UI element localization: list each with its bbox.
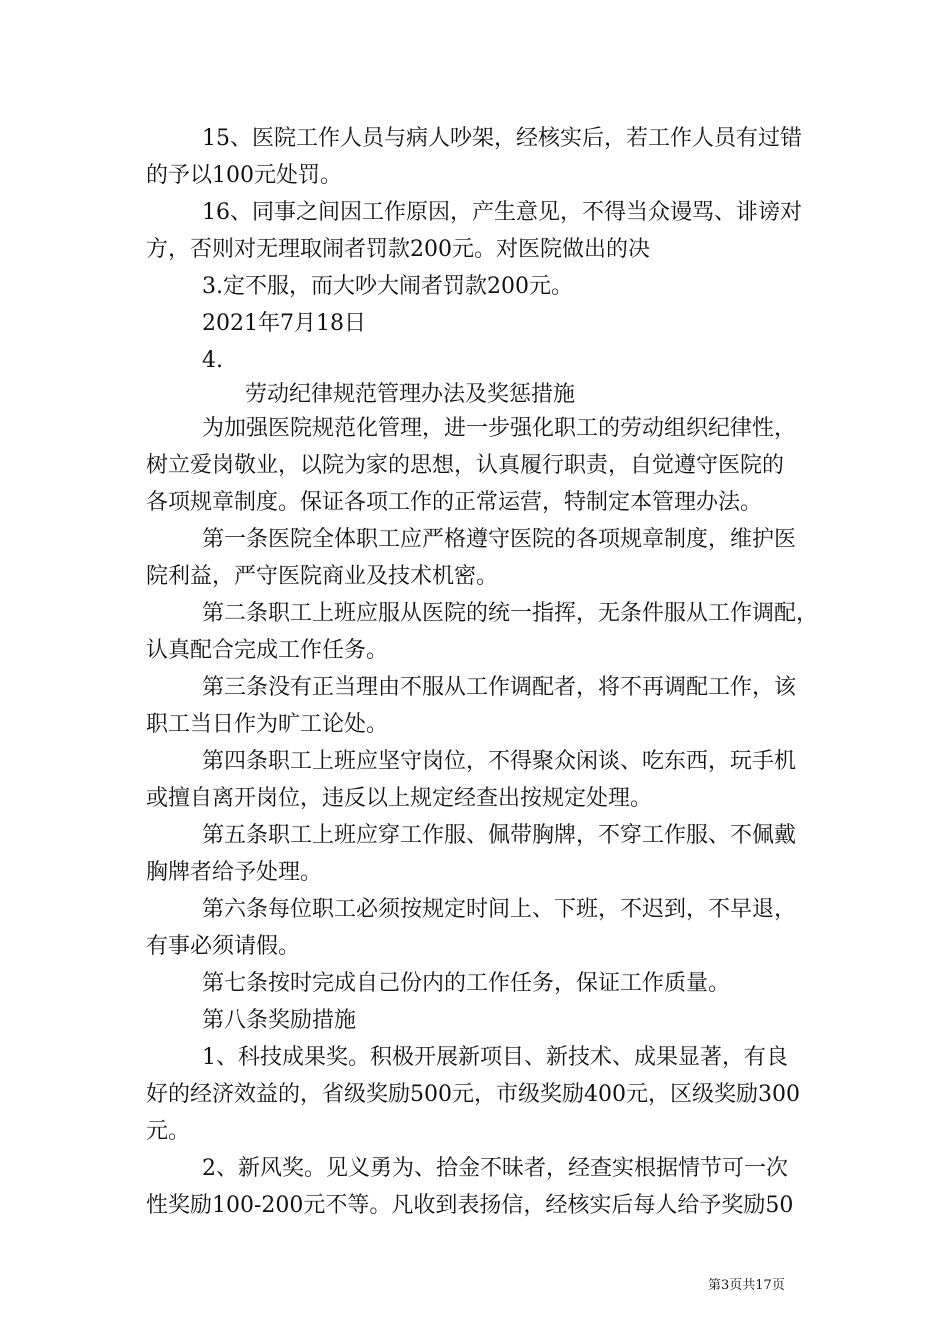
text-line: 职工当日作为旷工论处。 [146, 712, 389, 737]
text-line: 性奖励100-200元不等。凡收到表扬信，经核实后每人给予奖励50 [146, 1193, 794, 1218]
text-line: 或擅自离开岗位，违反以上规定经查出按规定处理。 [146, 786, 653, 811]
text-line: 各项规章制度。保证各项工作的正常运营，特制定本管理办法。 [146, 490, 763, 515]
text-line: 3.定不服，而大吵大闹者罚款200元。 [202, 274, 573, 299]
text-line: 2021年7月18日 [202, 311, 366, 336]
page-number: 第3页共17页 [708, 1278, 785, 1293]
text-line: 第二条职工上班应服从医院的统一指挥，无条件服从工作调配， [202, 601, 819, 626]
text-line: 15、医院工作人员与病人吵架，经核实后，若工作人员有过错 [202, 126, 802, 151]
text-line: 方，否则对无理取闹者罚款200元。对医院做出的决 [146, 237, 650, 262]
text-line: 胸牌者给予处理。 [146, 860, 323, 885]
text-line: 第八条奖励措施 [202, 1008, 357, 1033]
text-line: 认真配合完成工作任务。 [146, 638, 389, 663]
text-line: 第五条职工上班应穿工作服、佩带胸牌，不穿工作服、不佩戴 [202, 823, 797, 848]
text-line: 第四条职工上班应坚守岗位，不得聚众闲谈、吃东西，玩手机 [202, 749, 797, 774]
section-title: 劳动纪律规范管理办法及奖惩措施 [245, 382, 576, 407]
text-line: 第三条没有正当理由不服从工作调配者，将不再调配工作，该 [202, 675, 797, 700]
text-line: 元。 [146, 1119, 191, 1144]
text-line: 第七条按时完成自己份内的工作任务，保证工作质量。 [202, 971, 731, 996]
text-line: 4. [202, 348, 223, 373]
text-line: 的予以100元处罚。 [146, 163, 342, 188]
text-line: 1、科技成果奖。积极开展新项目、新技术、成果显著，有良 [202, 1045, 788, 1070]
text-line: 好的经济效益的，省级奖励500元，市级奖励400元，区级奖励300 [146, 1082, 800, 1107]
text-line: 第一条医院全体职工应严格遵守医院的各项规章制度，维护医 [202, 527, 797, 552]
text-line: 2、新风奖。见义勇为、拾金不昧者，经查实根据情节可一次 [202, 1156, 788, 1181]
text-line: 树立爱岗敬业，以院为家的思想，认真履行职责，自觉遵守医院的 [146, 453, 785, 478]
text-line: 第六条每位职工必须按规定时间上、下班，不迟到，不早退， [202, 897, 797, 922]
text-line: 16、同事之间因工作原因，产生意见，不得当众谩骂、诽谤对 [202, 200, 802, 225]
text-line: 为加强医院规范化管理，进一步强化职工的劳动组织纪律性， [202, 416, 797, 441]
text-line: 有事必须请假。 [146, 934, 301, 959]
text-line: 院利益，严守医院商业及技术机密。 [146, 564, 499, 589]
